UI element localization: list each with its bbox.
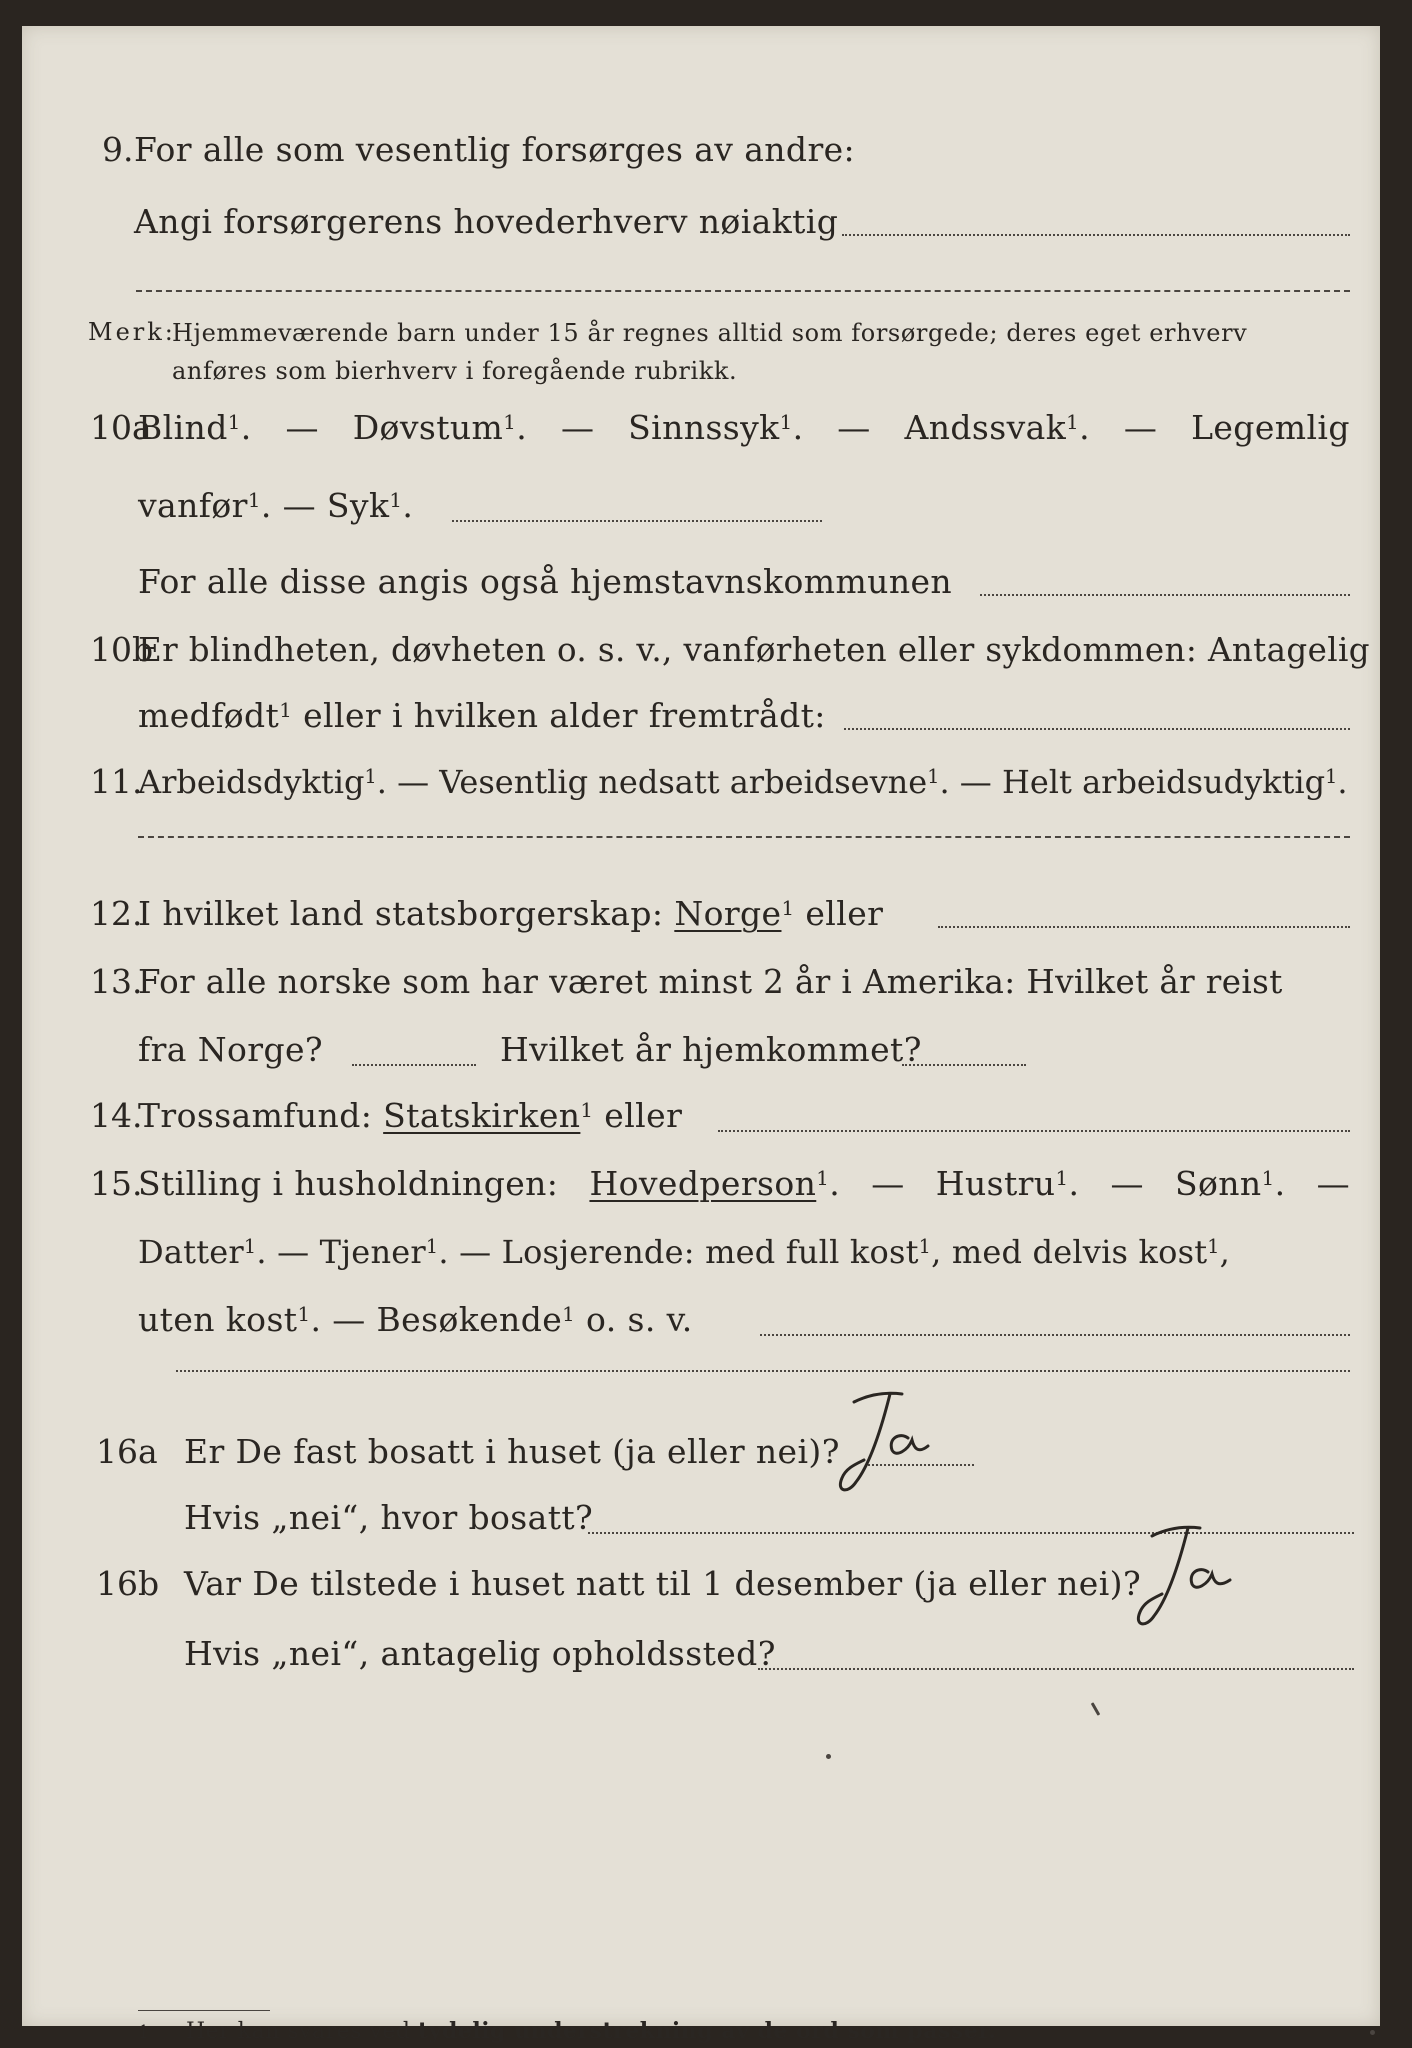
opt-medfodt: medfødt — [138, 696, 280, 735]
footnote-ref: 1 — [425, 1235, 439, 1258]
opt-syk: Syk — [326, 486, 390, 525]
footnote-ref: 1 — [562, 1303, 576, 1326]
footnote-ref: 1 — [247, 489, 261, 512]
opt-andssvak: Andssvak$^1$. — [904, 408, 1090, 447]
form-page — [22, 26, 1380, 2044]
opt-sinnssyk: Sinnssyk$^1$. — [628, 408, 804, 447]
q10a-line2: vanfør$^1$. — Syk$^1$. — [138, 486, 414, 525]
q10b-number: 10b — [90, 630, 154, 669]
q16a-line2: Hvis „nei“, hvor bosatt? — [184, 1498, 594, 1537]
q9-answer-line[interactable] — [842, 234, 1350, 236]
q15-answer-line[interactable] — [760, 1334, 1350, 1336]
opt-andssvak-text: Andssvak — [904, 408, 1067, 447]
opt-sonn: Sønn$^1$. — [1174, 1164, 1286, 1203]
separator: — — [560, 408, 595, 447]
separator: — — [285, 408, 319, 447]
q14-line — [138, 1096, 682, 1136]
q16a-handwritten-answer — [812, 1386, 982, 1506]
q10b-line1: Er blindheten, døvheten o. s. v., vanførheten eller sykdommen: Antagelig — [138, 631, 1371, 669]
q16a-signature — [812, 1386, 982, 1506]
opt-med-full-kost: med full kost — [705, 1233, 919, 1271]
q13-line2b: Hvilket år hjemkommet? — [500, 1030, 922, 1069]
separator: — — [332, 1300, 366, 1339]
opt-uten-kost: uten kost — [138, 1300, 298, 1339]
q16b-line1: Var De tilstede i huset natt til 1 desember (ja eller nei)? — [184, 1564, 1142, 1603]
q14-answer-line[interactable] — [718, 1130, 1350, 1132]
opt-blind: Blind$^1$. — [138, 408, 252, 447]
q13-reist-line[interactable] — [352, 1064, 476, 1066]
separator: — — [277, 1233, 310, 1271]
q16b-signature — [1112, 1520, 1282, 1640]
footnote-ref: 1 — [1066, 411, 1080, 434]
opt-tjener: Tjener — [319, 1233, 426, 1271]
opt-udyktig: Helt arbeidsudyktig — [1001, 763, 1326, 801]
opt-hustru-text: Hustru — [935, 1164, 1056, 1203]
q16b-opholdssted-line[interactable] — [758, 1668, 1354, 1670]
footnote-ref: 1 — [1207, 1235, 1220, 1258]
footnote-ref: 1 — [779, 411, 793, 434]
footnote-ref: 1 — [227, 411, 241, 434]
footnote-ref: 1 — [503, 411, 517, 434]
q10a-line3: For alle disse angis også hjemstavnskommunen — [138, 562, 953, 601]
separator: — — [282, 486, 317, 525]
opt-hustru: Hustru$^1$. — [935, 1164, 1080, 1203]
opt-nedsatt: Vesentlig nedsatt arbeidsevne — [439, 763, 928, 801]
merk-label: Merk: — [88, 318, 176, 346]
q11-number: 11. — [90, 762, 143, 801]
footnote-ref: 1 — [389, 489, 403, 512]
footnote-text-b: tydelig understrekning av de ord som passer. — [418, 2018, 997, 2044]
q10b-answer-line[interactable] — [844, 728, 1350, 730]
q12-answer-line[interactable] — [938, 926, 1350, 928]
footnote-ref: 1 — [918, 1235, 932, 1258]
footnote-ref: 1 — [1325, 765, 1338, 788]
q14-text: Trossamfund: — [138, 1096, 373, 1135]
ink-stroke — [1091, 1702, 1101, 1716]
opt-sonn-text: Sønn — [1174, 1164, 1262, 1203]
opt-legemlig: Legemlig — [1191, 408, 1350, 447]
footnote-mark: 1 — [138, 2022, 150, 2043]
separator: — — [1316, 1164, 1350, 1203]
merk-line2: anføres som bierhverv i foregående rubrikk. — [172, 357, 738, 385]
separator: — — [959, 763, 992, 801]
opt-hovedperson: Hovedperson$^1$. — [589, 1164, 841, 1203]
q13-hjemkommet-line[interactable] — [902, 1064, 1026, 1066]
q9-answer-line-2[interactable] — [136, 290, 1350, 292]
q14-eller: eller — [604, 1096, 683, 1135]
footnote-ref: 1 — [364, 765, 377, 788]
footnote-ref: 1 — [816, 1167, 830, 1190]
opt-sinnssyk-text: Sinnssyk — [628, 408, 780, 447]
q15-answer-line-2[interactable] — [176, 1370, 1350, 1372]
q16a-number: 16a — [96, 1432, 158, 1471]
separator: — — [1110, 1164, 1144, 1203]
footnote-ref: 1 — [580, 1099, 594, 1122]
opt-datter: Datter — [138, 1233, 244, 1271]
q12-text: I hvilket land statsborgerskap: — [138, 894, 664, 933]
q15-line3: uten kost$^1$. — Besøkende$^1$ o. s. v. — [138, 1300, 693, 1339]
footnote-ref: 1 — [1055, 1167, 1069, 1190]
q15-prefix: Stilling i husholdningen: — [138, 1164, 559, 1203]
separator: — — [837, 408, 871, 447]
separator: — — [871, 1164, 905, 1203]
footnote-rule — [138, 2010, 270, 2011]
q10b-line2 — [138, 696, 826, 736]
footnote-text-a: Her kan svares ved — [186, 2019, 411, 2044]
footnote-ref: 1 — [243, 1235, 257, 1258]
separator: — — [397, 763, 430, 801]
opt-blind-text: Blind — [138, 408, 228, 447]
q9-number: 9. — [102, 130, 134, 169]
q16b-handwritten-answer — [1112, 1520, 1282, 1640]
losjerende-label: Losjerende: — [501, 1233, 695, 1271]
q12-line — [138, 894, 883, 934]
q15-line1 — [138, 1164, 1350, 1204]
separator: — — [1123, 408, 1158, 447]
opt-norge-underlined: Norge — [674, 894, 782, 933]
q12-number: 12. — [90, 894, 143, 933]
q14-number: 14. — [90, 1096, 143, 1135]
q10b-line2-rest: eller i hvilken alder fremtrådt: — [303, 696, 826, 735]
opt-med-delvis-kost: med delvis kost — [951, 1233, 1208, 1271]
opt-besokende: Besøkende — [376, 1300, 563, 1339]
separator: — — [459, 1233, 492, 1271]
q16b-number: 16b — [96, 1564, 160, 1603]
q15-number: 15. — [90, 1164, 143, 1203]
footnote-ref: 1 — [297, 1303, 311, 1326]
q13-number: 13. — [90, 962, 143, 1001]
q9-line1: For alle som vesentlig forsørges av andre: — [134, 130, 856, 169]
q11-answer-line[interactable] — [138, 836, 1350, 838]
opt-vanfor: vanfør — [138, 486, 248, 525]
opt-dovstum: Døvstum$^1$. — [352, 408, 528, 447]
q16a-line1: Er De fast bosatt i huset (ja eller nei)? — [184, 1432, 840, 1471]
opt-statskirken-underlined: Statskirken — [383, 1096, 581, 1135]
q10a-number: 10a — [90, 408, 152, 447]
footnote-ref: 1 — [781, 897, 795, 920]
footnote-ref: 1 — [1261, 1167, 1275, 1190]
q9-line2: Angi forsørgerens hovederhverv nøiaktig — [134, 202, 839, 241]
q15-osv: o. s. v. — [586, 1300, 693, 1339]
q10a-kommune-line[interactable] — [980, 594, 1350, 596]
q13-line2a: fra Norge? — [138, 1030, 324, 1069]
opt-hovedperson-underlined: Hovedperson — [589, 1164, 817, 1203]
footnote-ref: 1 — [927, 765, 940, 788]
q13-line1: For alle norske som har været minst 2 år i Amerika: Hvilket år reist — [138, 963, 1283, 1001]
opt-dovstum-text: Døvstum — [352, 408, 504, 447]
merk-line1: Hjemmeværende barn under 15 år regnes alltid som forsørgede; deres eget erhverv — [172, 319, 1248, 347]
q16b-line2: Hvis „nei“, antagelig opholdssted? — [184, 1634, 776, 1673]
q12-eller: eller — [805, 894, 884, 933]
q10a-line1 — [138, 408, 1350, 448]
opt-arbeidsdyktig: Arbeidsdyktig — [138, 763, 365, 801]
ink-dot — [826, 1754, 831, 1759]
ink-dot-corner — [1370, 2030, 1375, 2035]
q11-line1: Arbeidsdyktig$^1$. — Vesentlig nedsatt arbeidsevne$^1$. — Helt arbeidsudyktig$^1$. — [138, 763, 1348, 801]
footnote-text — [186, 2018, 997, 2044]
footnote-ref: 1 — [279, 699, 293, 722]
q15-line2: Datter$^1$. — Tjener$^1$. — Losjerende: med full kost$^1$, med delvis kost$^1$, — [138, 1233, 1231, 1271]
q10a-syk-line[interactable] — [452, 520, 822, 522]
